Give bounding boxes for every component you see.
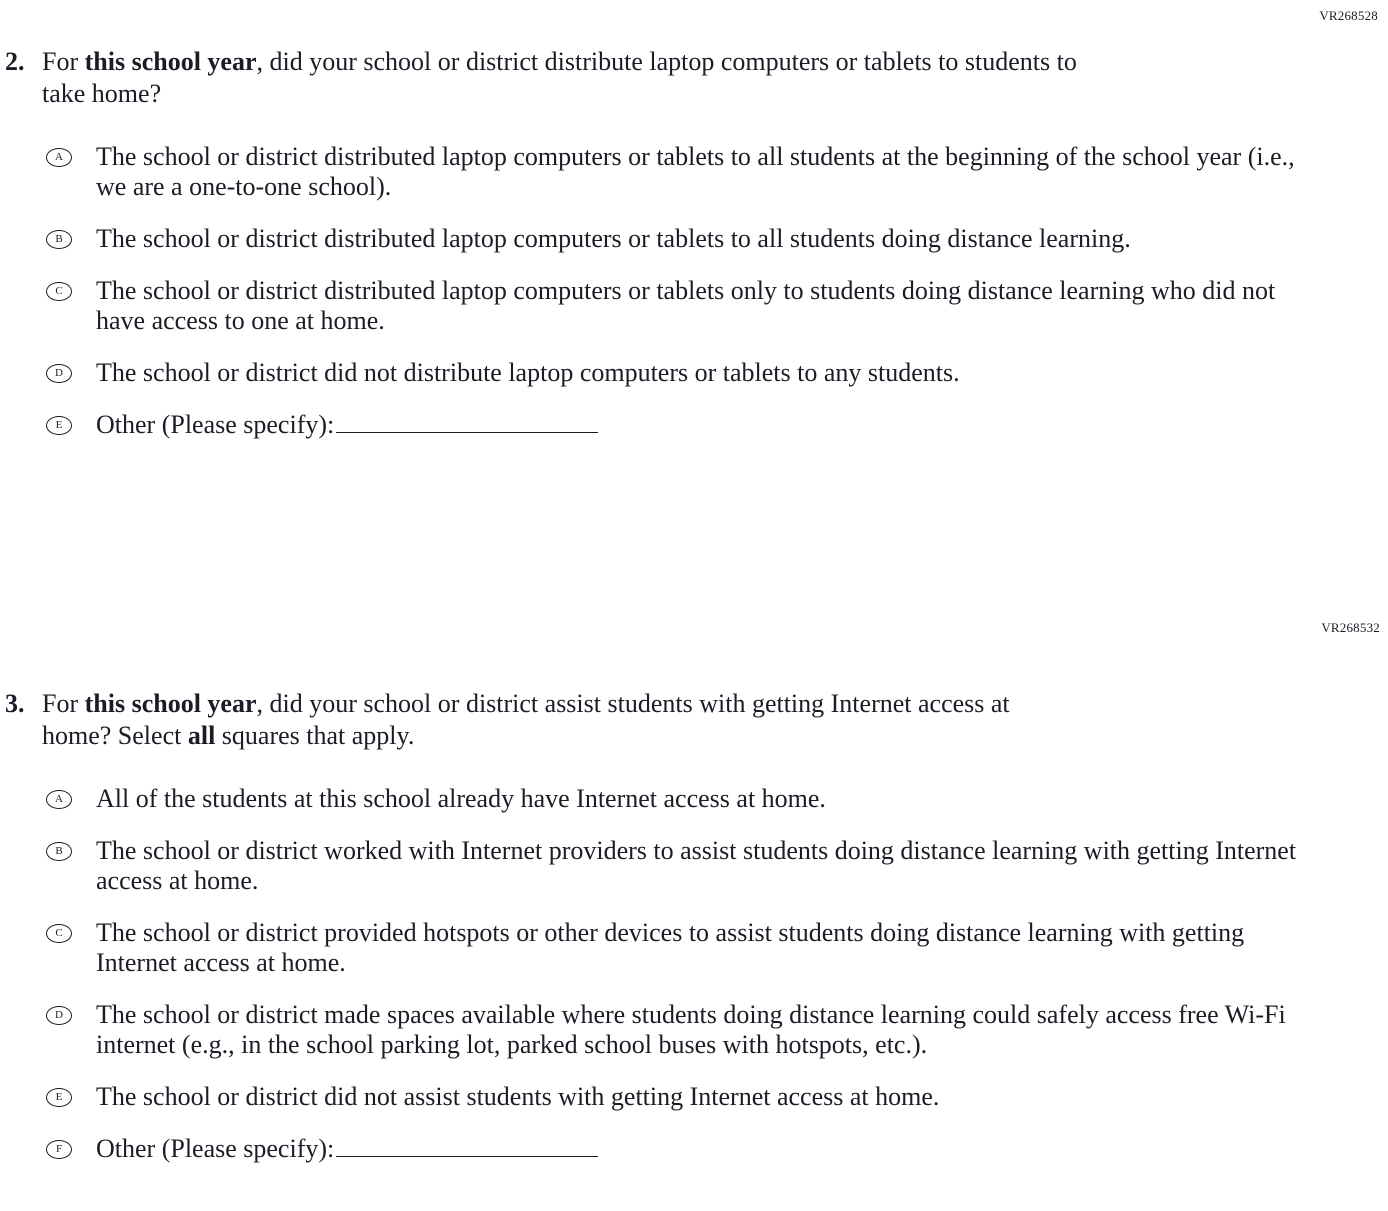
question-number: 2. <box>5 47 25 76</box>
option-text: All of the students at this school already have Internet access at home. <box>96 784 826 813</box>
option-letter: C <box>55 285 63 297</box>
option-letter: A <box>55 793 63 805</box>
option-letter: F <box>55 1143 63 1155</box>
option-row <box>0 784 1388 814</box>
option-bubble-b[interactable] <box>46 230 72 249</box>
option-row <box>0 142 1388 202</box>
option-bubble-a[interactable] <box>46 148 72 167</box>
option-letter: B <box>55 845 63 857</box>
question-2-options <box>0 142 1388 440</box>
option-text: The school or district did not assist students with getting Internet access at home. <box>96 1082 940 1111</box>
option-row <box>0 1082 1388 1112</box>
option-letter: D <box>55 1009 63 1021</box>
option-row-other <box>0 410 1388 440</box>
option-text: The school or district distributed laptop computers or tablets only to students doing distance learning who did not have access to one at home. <box>96 276 1276 335</box>
option-text: The school or district worked with Internet providers to assist students doing distance learning with getting Internet access at home. <box>96 836 1297 895</box>
option-bubble-a[interactable] <box>46 790 72 809</box>
option-row <box>0 918 1388 978</box>
option-letter: C <box>55 927 63 939</box>
option-bubble-d[interactable] <box>46 364 72 383</box>
prompt-text: For <box>42 689 85 718</box>
option-text: The school or district made spaces available where students doing distance learning could safely access free Wi-Fi internet (e.g., in the school parking lot, parked school buses with hotspots, etc.). <box>96 1000 1286 1059</box>
option-row <box>0 1000 1388 1060</box>
option-bubble-b[interactable] <box>46 842 72 861</box>
prompt-text: , did your school or district assist students with getting Internet access at home? Select <box>42 689 1010 750</box>
question-2-header <box>0 46 1388 110</box>
option-letter: D <box>55 367 63 379</box>
prompt-text: , did your school or district distribute laptop computers or tablets to students to take home? <box>42 47 1077 108</box>
other-specify-blank[interactable] <box>336 1156 598 1157</box>
prompt-text: squares that apply. <box>215 721 415 750</box>
option-text: The school or district provided hotspots or other devices to assist students doing distance learning with getting Internet access at home. <box>96 918 1245 977</box>
question-number: 3. <box>5 689 25 718</box>
option-bubble-e[interactable] <box>46 1088 72 1107</box>
question-3-header <box>0 688 1388 752</box>
option-bubble-d[interactable] <box>46 1006 72 1025</box>
prompt-bold: all <box>187 721 216 750</box>
option-bubble-c[interactable] <box>46 924 72 943</box>
other-specify-blank[interactable] <box>336 432 598 433</box>
option-text <box>96 1134 598 1164</box>
option-letter: B <box>55 233 63 245</box>
option-text: The school or district distributed laptop computers or tablets to all students doing distance learning. <box>96 224 1131 253</box>
option-text: The school or district did not distribute laptop computers or tablets to any students. <box>96 358 960 387</box>
option-text <box>96 410 598 440</box>
prompt-bold: this school year <box>84 47 257 76</box>
other-label: Other (Please specify): <box>96 1134 335 1163</box>
other-label: Other (Please specify): <box>96 410 335 439</box>
option-text: The school or district distributed laptop computers or tablets to all students at the beginning of the school year (i.e., we are a one-to-one school). <box>96 142 1295 201</box>
option-row <box>0 836 1388 896</box>
option-row-other <box>0 1134 1388 1164</box>
option-bubble-c[interactable] <box>46 282 72 301</box>
option-row <box>0 358 1388 388</box>
form-code-top: VR268528 <box>1319 8 1378 23</box>
option-letter: E <box>55 1091 63 1103</box>
question-2 <box>0 46 1388 462</box>
option-letter: E <box>55 419 63 431</box>
option-row <box>0 276 1388 336</box>
question-3 <box>0 688 1388 1186</box>
question-prompt <box>42 46 1082 110</box>
question-3-options <box>0 784 1388 1164</box>
question-prompt <box>42 688 1082 752</box>
option-row <box>0 224 1388 254</box>
prompt-bold: this school year <box>84 689 257 718</box>
prompt-text: For <box>42 47 85 76</box>
form-code-middle: VR268532 <box>1321 620 1380 635</box>
option-bubble-f[interactable] <box>46 1140 72 1159</box>
option-letter: A <box>55 151 63 163</box>
option-bubble-e[interactable] <box>46 416 72 435</box>
